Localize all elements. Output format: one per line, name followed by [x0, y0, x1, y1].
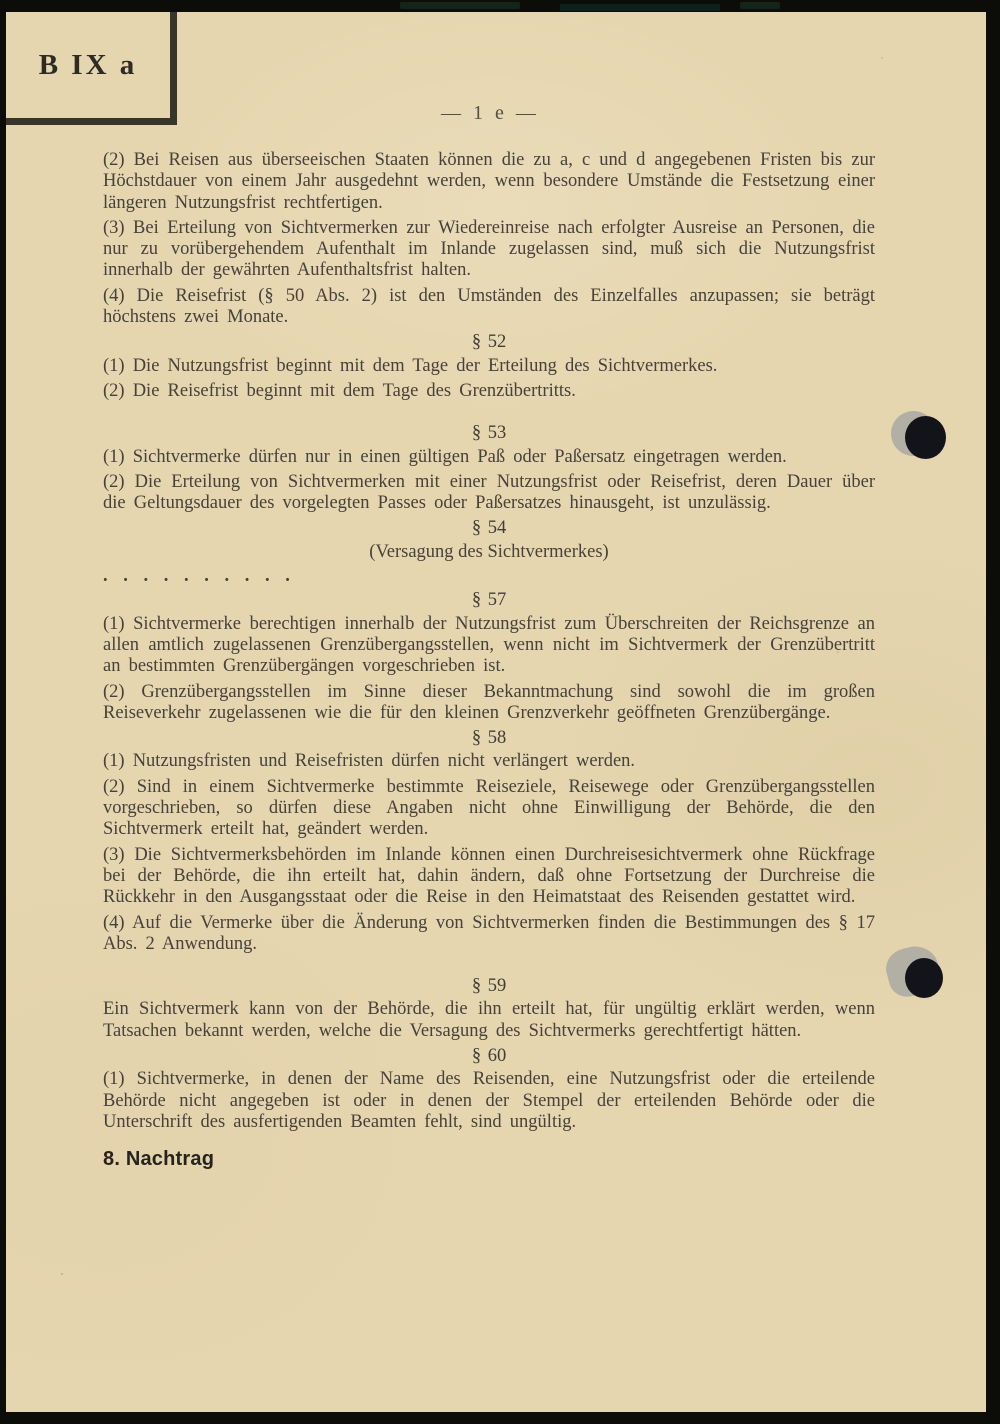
- paper-page: [6, 12, 986, 1412]
- paragraph: (3) Bei Erteilung von Sichtvermerken zur Wiedereinreise nach erfolgter Ausreise an Personen, die nur zu vorübergehendem Aufenthalt im Inlande zugelassen sind, muß sich die Nutzungsfrist innerhalb der gewährten Aufenthaltsfrist halten.: [103, 217, 875, 281]
- punch-hole-opening: [905, 958, 943, 998]
- scan-edge-bottom: [0, 1412, 1000, 1424]
- section-heading: § 60: [471, 1045, 507, 1066]
- paragraph: (2) Bei Reisen aus überseeischen Staaten können die zu a, c und d angegebenen Fristen bis zur Höchstdauer von einem Jahr ausgedehnt werden, wenn besondere Umstände die Festsetzung einer längeren Nutzungsfrist rechtfertigen.: [103, 150, 875, 213]
- paragraph: (4) Auf die Vermerke über die Änderung von Sichtvermerken finden die Bestimmungen des § 17 Abs. 2 Anwendung.: [103, 912, 875, 954]
- page-number: — 1 e —: [441, 102, 537, 124]
- paragraph: (4) Die Reisefrist (§ 50 Abs. 2) ist den Umständen des Einzelfalles anzupassen; sie beträgt höchstens zwei Monate.: [103, 285, 875, 328]
- punch-hole-opening: [905, 416, 946, 459]
- paragraph: (1) Die Nutzungsfrist beginnt mit dem Tage der Erteilung des Sichtvermerkes.: [103, 355, 718, 376]
- spacer: [103, 959, 875, 973]
- classification-label: B IX a: [38, 48, 138, 81]
- document-column: [103, 150, 875, 1170]
- paragraph: Ein Sichtvermerk kann von der Behörde, die ihn erteilt hat, für ungültig erklärt werden, wenn Tatsachen bekannt werden, welche die Versagung des Sichtvermerks gerechtfertigt hätten.: [103, 999, 875, 1041]
- section-heading: § 58: [471, 728, 507, 749]
- paragraph: (1) Sichtvermerke, in denen der Name des Reisenden, eine Nutzungsfrist oder die erteilende Behörde nicht angegeben ist oder in denen der Stempel der erteilenden Behörde oder die Unterschrift des ausfertigenden Beamten fehlt, sind ungültig.: [103, 1069, 875, 1132]
- section-heading: § 53: [471, 423, 507, 444]
- paragraph: (1) Sichtvermerke berechtigen innerhalb der Nutzungsfrist zum Überschreiten der Reichsgrenze an allen amtlich zugelassenen Grenzübergangsstellen, wenn nicht im Sichtvermerk der Grenzübertritt an bestimmten Grenzübergängen vorgeschrieben ist.: [103, 613, 875, 677]
- section-heading: § 52: [471, 332, 507, 353]
- section-subheading: (Versagung des Sichtvermerkes): [369, 541, 609, 562]
- paragraph: (1) Nutzungsfristen und Reisefristen dürfen nicht verlängert werden.: [103, 751, 636, 772]
- paragraph: (3) Die Sichtvermerksbehörden im Inlande können einen Durchreisesichtvermerk ohne Rückfrage bei der Behörde, die ihn erteilt hat, dahin ändern, daß ohne Fortsetzung der Durchreise die Rückkehr in den Ausgangsstaat oder die Reise in den Heimatstaat des Reisenden gestattet wird.: [103, 844, 875, 908]
- document-body: [103, 150, 875, 1133]
- scan-edge-right: [986, 0, 1000, 1424]
- scan-edge-top: [0, 0, 1000, 12]
- scan-noise: [740, 2, 780, 9]
- section-heading: § 59: [471, 976, 507, 997]
- section-heading: § 54: [471, 518, 507, 539]
- omission-dots: . . . . . . . . . .: [103, 566, 292, 587]
- spacer: [103, 406, 875, 420]
- paragraph: (2) Sind in einem Sichtvermerke bestimmte Reiseziele, Reisewege oder Grenzübergangsstellen vorgeschrieben, so dürfen diese Angaben nicht ohne Einwilligung der Behörde, die den Sichtvermerk erteilt hat, geändert werden.: [103, 776, 875, 840]
- paragraph: (2) Grenzübergangsstellen im Sinne dieser Bekanntmachung sind sowohl die im großen Reiseverkehr zugelassenen wie die für den kleinen Grenzverkehr geöffneten Grenzübergänge.: [103, 681, 875, 723]
- paragraph: (2) Die Reisefrist beginnt mit dem Tage des Grenzübertritts.: [103, 380, 576, 401]
- section-heading: § 57: [471, 590, 507, 611]
- scan-noise: [400, 2, 520, 9]
- paragraph: (2) Die Erteilung von Sichtvermerken mit einer Nutzungsfrist oder Reisefrist, deren Dauer über die Geltungsdauer des vorgelegten Passes oder Paßersatzes hinausgeht, ist unzulässig.: [103, 471, 875, 514]
- supplement-label: 8. Nachtrag: [103, 1148, 215, 1171]
- paragraph: (1) Sichtvermerke dürfen nur in einen gültigen Paß oder Paßersatz eingetragen werden.: [103, 446, 787, 467]
- scan-edge-left: [0, 0, 6, 1424]
- scan-noise: [560, 4, 720, 11]
